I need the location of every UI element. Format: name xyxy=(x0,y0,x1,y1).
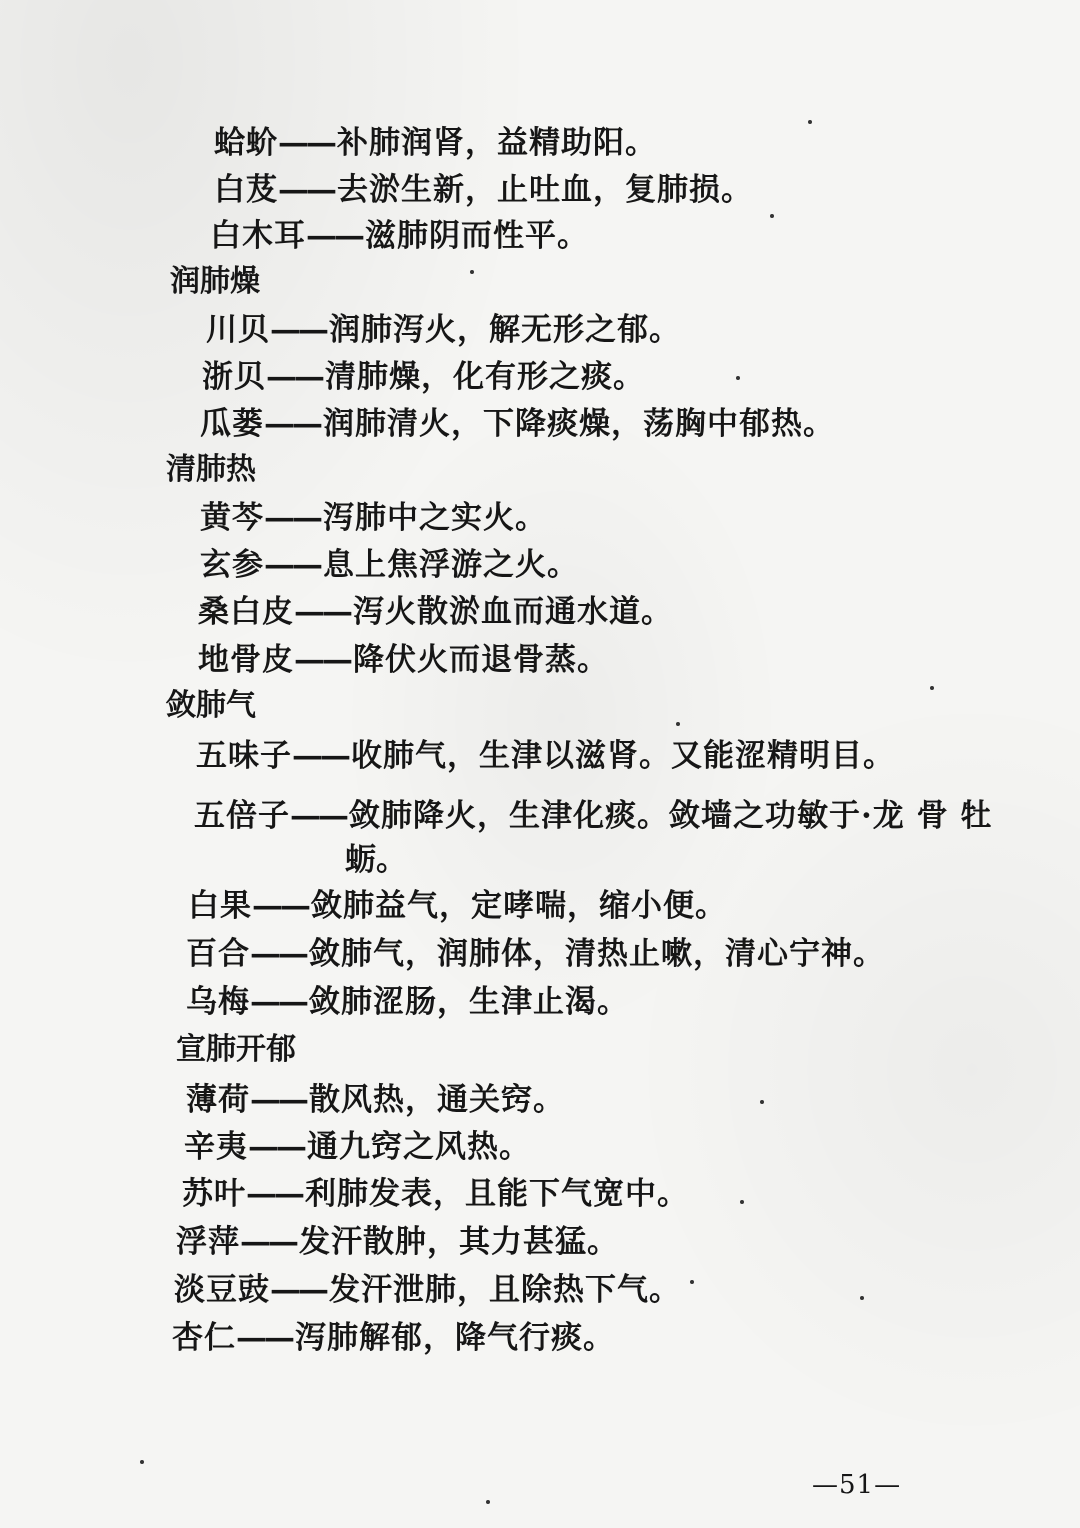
herb-description: 润肺清火，下降痰燥，荡胸中郁热。 xyxy=(323,406,835,442)
herb-description: 发汗泄肺，且除热下气。 xyxy=(329,1272,681,1308)
section-heading-lianfeiqi: 敛肺气 xyxy=(166,688,256,723)
herb-description: 发汗散肿，其力甚猛。 xyxy=(299,1224,619,1260)
entry-baihe xyxy=(186,934,885,974)
dash: —— xyxy=(250,936,306,972)
herb-name: 白木耳 xyxy=(210,218,306,254)
entry-bohe xyxy=(186,1080,565,1120)
dash: —— xyxy=(250,984,306,1020)
herb-description: 收肺气，生津以滋肾。又能涩精明目。 xyxy=(351,738,895,774)
herb-name: 百合 xyxy=(186,936,250,972)
herb-name: 黄芩 xyxy=(200,500,264,536)
entry-wubeizi-continuation: 蛎。 xyxy=(345,842,407,878)
section-heading-xuanfeikaiyu: 宣肺开郁 xyxy=(176,1032,296,1067)
herb-name: 浙贝 xyxy=(202,359,266,395)
dash: —— xyxy=(248,1129,304,1165)
herb-name: 玄参 xyxy=(200,547,264,583)
herb-name: 苏叶 xyxy=(182,1176,246,1212)
scan-speck xyxy=(486,1500,490,1504)
scan-speck xyxy=(690,1280,694,1284)
page-number: —51— xyxy=(812,1470,902,1500)
entry-gejie xyxy=(214,123,657,163)
section-heading-qingfeire: 清肺热 xyxy=(166,452,256,487)
dash: —— xyxy=(264,406,320,442)
herb-name: 地骨皮 xyxy=(198,642,294,678)
dash: —— xyxy=(270,1272,326,1308)
scan-speck xyxy=(770,214,774,218)
herb-description: 补肺润肾，益精助阳。 xyxy=(337,125,657,161)
herb-description: 清肺燥，化有形之痰。 xyxy=(325,359,645,395)
dash: —— xyxy=(292,738,348,774)
dash: —— xyxy=(264,500,320,536)
entry-suye xyxy=(182,1174,689,1214)
scan-speck xyxy=(930,686,934,690)
entry-xingren xyxy=(172,1318,615,1358)
herb-name: 川贝 xyxy=(206,312,270,348)
dash: —— xyxy=(306,218,362,254)
herb-description: 利肺发表，且能下气宽中。 xyxy=(305,1176,689,1212)
scan-speck xyxy=(470,270,474,274)
section-heading-runfeizao: 润肺燥 xyxy=(170,264,260,299)
scan-speck xyxy=(808,120,812,124)
herb-name: 五倍子 xyxy=(194,798,290,834)
entry-huangqin xyxy=(200,498,547,538)
dash: —— xyxy=(278,172,334,208)
scan-speck xyxy=(740,1200,744,1204)
dash: —— xyxy=(290,798,346,834)
herb-name: 白芨 xyxy=(214,172,278,208)
herb-name: 蛤蚧 xyxy=(214,125,278,161)
herb-description: 散风热，通关窍。 xyxy=(309,1082,565,1118)
herb-description: 降伏火而退骨蒸。 xyxy=(353,642,609,678)
herb-description: 泻火散淤血而通水道。 xyxy=(353,594,673,630)
entry-baiji xyxy=(214,170,753,210)
herb-description: 泻肺中之实火。 xyxy=(323,500,547,536)
dash: —— xyxy=(236,1320,292,1356)
scan-speck xyxy=(140,1460,144,1464)
dash: —— xyxy=(252,888,308,924)
scan-speck xyxy=(860,1296,864,1300)
herb-name: 淡豆豉 xyxy=(174,1272,270,1308)
herb-description: 息上焦浮游之火。 xyxy=(323,547,579,583)
dash: —— xyxy=(264,547,320,583)
entry-zhebei xyxy=(202,357,645,397)
herb-description: 润肺泻火，解无形之郁。 xyxy=(329,312,681,348)
herb-name: 杏仁 xyxy=(172,1320,236,1356)
scan-speck xyxy=(676,722,680,726)
herb-description: 敛肺益气，定哮喘，缩小便。 xyxy=(311,888,727,924)
dash: —— xyxy=(294,594,350,630)
entry-dandouchi xyxy=(174,1270,681,1310)
entry-fuping xyxy=(176,1222,619,1262)
entry-wubeizi xyxy=(194,796,992,836)
herb-name: 瓜蒌 xyxy=(200,406,264,442)
herb-name: 乌梅 xyxy=(186,984,250,1020)
herb-description: 敛肺气，润肺体，清热止嗽，清心宁神。 xyxy=(309,936,885,972)
entry-xinyi xyxy=(184,1127,531,1167)
herb-description: 敛肺降火，生津化痰。敛墙之功敏于·龙 骨 牡 xyxy=(349,798,993,834)
herb-name: 薄荷 xyxy=(186,1082,250,1118)
entry-baimuer xyxy=(210,216,589,256)
entry-wuweizi xyxy=(196,736,895,776)
entry-baiguo xyxy=(188,886,727,926)
entry-gualou xyxy=(200,404,835,444)
entry-wumei xyxy=(186,982,629,1022)
herb-description: 滋肺阴而性平。 xyxy=(365,218,589,254)
dash: —— xyxy=(294,642,350,678)
entry-digupi xyxy=(198,640,609,680)
herb-name: 浮萍 xyxy=(176,1224,240,1260)
scan-speck xyxy=(736,376,740,380)
entry-xuanshen xyxy=(200,545,579,585)
herb-name: 辛夷 xyxy=(184,1129,248,1165)
dash: —— xyxy=(250,1082,306,1118)
herb-description: 去淤生新，止吐血，复肺损。 xyxy=(337,172,753,208)
entry-sangbaipi xyxy=(198,592,673,632)
entry-chuanbei xyxy=(206,310,681,350)
herb-name: 五味子 xyxy=(196,738,292,774)
herb-description: 敛肺涩肠，生津止渴。 xyxy=(309,984,629,1020)
dash: —— xyxy=(240,1224,296,1260)
dash: —— xyxy=(246,1176,302,1212)
dash: —— xyxy=(266,359,322,395)
herb-description: 通九窍之风热。 xyxy=(307,1129,531,1165)
scan-speck xyxy=(760,1100,764,1104)
herb-name: 白果 xyxy=(188,888,252,924)
dash: —— xyxy=(278,125,334,161)
herb-name: 桑白皮 xyxy=(198,594,294,630)
herb-description: 泻肺解郁，降气行痰。 xyxy=(295,1320,615,1356)
dash: —— xyxy=(270,312,326,348)
